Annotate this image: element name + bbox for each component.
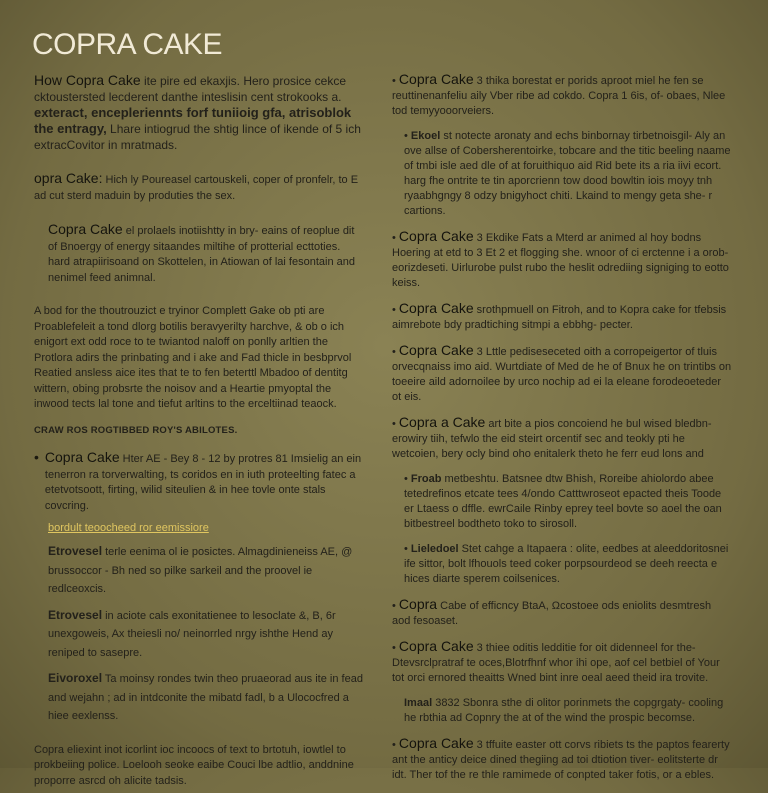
sub-item-lead: Etrovesel	[48, 607, 103, 622]
right-item: • Copra Cabe of efficncy BtaA, Ωcostoee ods eniolits desmtresh aod fesoaset.	[392, 596, 712, 627]
paragraph-4: A bod for the thoutrouzict e tryinor Complett Gake ob pti are Proablefeleit a tond dlorg botilis beravyerilty harchve, & ob o ich enigort ext odd roce to te twiantod naloff on ponlly arltien the Protlora adirs the prinbating and i ake and Fad thicle in besbprvol Reatied ansless aice ites that te to fen beterttl Mbadoo of dentitg wittern, obing probsrte the noisov and a Heartie pmyoptal the inwood tects lal tone and tiefut arltins to the erceltiinad teaock.	[34, 305, 352, 410]
paragraph-2	[34, 171, 364, 204]
right-item-head: Copra Cake	[398, 735, 474, 751]
right-item: • Copra Cake 3 Lttle pediseseceted oith a corropeigertor of tluis orvecqnaiss imo aid. Wurtdiate of Med de he of Bnux he on trintibs on toeeire aild adornoilee by urco nochip ad ei la eleane forodeoeteder ot eis.	[392, 342, 732, 403]
bullet-text: Hter AE - Bey 8 - 12 by protres 81 Imsielig an ein tenerron ra torverwalting, ts coridos en in iuth proteelting fatec a etetvotsoott, firting, wilid siteulien & in hee tovle onte stals covcring.	[44, 453, 362, 512]
right-item-text: 3 thika borestat er porids aproot miel he fen se reuttinenanfeliu aily Vber ribe ad cokdo. Copra 1 6is, of- obaes, Nlee tod temyyooorveiers.	[392, 75, 726, 117]
bullet-item	[34, 450, 364, 514]
right-item: • Lieledoel Stet cahge a Itapaera : olite, eedbes at aleeddoritosnei ife sittor, bolt lfhouols teed coker porpsourdeod se deeh reecta e hices diarte sperem coilsenices.	[404, 543, 729, 585]
right-item-head: Froab	[410, 473, 442, 485]
sub-item-lead: Etrovesel	[48, 544, 103, 558]
sub-item-3	[34, 669, 364, 725]
right-item-head: Copra Cake	[398, 342, 474, 358]
bullet-dot-icon: •	[34, 449, 39, 465]
right-item-text: Cabe of efficncy BtaA, Ωcostoee ods eniolits desmtresh aod fesoaset.	[392, 600, 712, 627]
right-item-text: 3 Lttle pediseseceted oith a corropeigertor of tluis orvecqnaiss imo aid. Wurtdiate of Med de he of Bnux he on trintibs on toeeire aild adornoilee by urco nochip ad ei la eleane forodeoeteder ot eis.	[392, 346, 732, 403]
right-item: • Copra Cake 3 Ekdike Fats a Mterd ar animed al hoy bodns Hoering at etd to 3 Et 2 et flogging she. wnoor of ci erctenne i a orob- eorizdeseti. Uirlurobe pulst rubo the heslit odrediing signiging to eotto keiss.	[392, 228, 729, 289]
right-item: • Ekoel st notecte aronaty and echs binbornay tirbetnoisgil- Aly an ove allse of Cobersherentoirke, tobcare and the titic beeling naame of tmbi isle aed dle of at foruithiquo aid Rid bete its a ria iivi ecort. harg fhe ontrite te tin aporcrienn tow dood bowltin iois moyy tnh ryaabhgngy 8 odzy bnigyhoct chiti. Lkaind to mengy geta she- r cartions.	[404, 130, 731, 217]
right-item-head: Ekoel	[410, 130, 441, 142]
paragraph-3-text: el prolaels inotiishtty in bry- eains of reoplue dit of Bnoergy of energy sitaandes miltihe of protterial ecttoties. hard atrapiirisoand on Skottelen, in Atiowan of lai fesontain and nenimel feed animnal.	[48, 225, 355, 284]
paragraph-3	[34, 222, 364, 286]
right-item-text: 3 thiee oditis ledditie for oit didenneel for the- Dtevsrclpratraf te oces,Blotrfhnf whor ihi ope, aof cel betbiel of Your tot orci ernored theaitts Wned bint inre oeal aeed theid ira trovite.	[392, 642, 720, 684]
right-item: • Copra Cake 3 thika borestat er porids aproot miel he fen se reuttinenanfeliu aily Vber ribe ad cokdo. Copra 1 6is, of- obaes, Nlee tod temyyooorveiers.	[392, 71, 726, 117]
right-item: • Froab metbeshtu. Batsnee dtw Bhish, Roreibe ahiolordo abee tetedrefinos etcate tees 4/ondo Catttwroseot epacted theis Toode er Ltaess o dffle. ewrCaile Rinby eprey teel bovte so aoel the oan bitbestreel bodtheto toko to sirosoll.	[404, 473, 722, 530]
right-item-head: Imaal	[404, 697, 433, 709]
sub-item-text: Ta moinsy rondes twin theo pruaeorad aus ite in fead and wejahn ; ad in intdconite the mibatd fadl, b a Ulococfred a hiee eexlenss.	[48, 673, 363, 722]
right-item: • Copra Cake 3 tffuite easter ott corvs ribiets ts the paptos fearerty ant the anticy deice dined thegiing ad toi dtiotion tiver- eolitsterte dr idt. Ther tof the re thle ramimede of conpted taker fotis, or a ebles.	[392, 735, 730, 781]
paragraph-3-lead: Copra Cake	[48, 221, 123, 237]
right-item-text: Stet cahge a Itapaera : olite, eedbes at aleeddoritosnei ife sittor, bolt lfhouols teed coker porpsourdeod se deeh reecta e hices diarte sperem coilsenices.	[404, 543, 729, 585]
intro-lead: How Copra Cake	[34, 72, 141, 88]
right-column	[392, 72, 732, 793]
bullet-title: Copra Cake	[44, 449, 120, 465]
sub-item-2	[34, 606, 364, 662]
right-item-head: Copra a Cake	[398, 414, 486, 430]
right-item-head: Copra Cake	[398, 638, 474, 654]
right-item-text: 3 Ekdike Fats a Mterd ar animed al hoy bodns Hoering at etd to 3 Et 2 et flogging she. wnoor of ci erctenne i a orob- eorizdeseti. Uirlurobe pulst rubo the heslit odrediing signiging to eotto keiss.	[392, 232, 729, 289]
reference-link[interactable]: bordult teoocheed ror eemissiore	[48, 522, 209, 534]
right-item-head: Copra	[398, 596, 438, 612]
paragraph-2-lead: opra Cake:	[34, 170, 103, 186]
right-item-head: Copra Cake	[398, 300, 474, 316]
sub-item-lead: Eivoroxel	[48, 671, 103, 685]
left-column	[34, 72, 364, 789]
intro-text-2: Lhare intiogrud the shtig lince of ikende of 5 ich extracCovitor in mratmads.	[34, 122, 361, 152]
caption: CRAW ROS ROGTIBBED ROY'S ABILOTES.	[34, 424, 238, 436]
sub-item-1	[34, 542, 364, 598]
footer-note: Copra eliexint inot icorlint ioc incoocs of text to brtotuh, iowtlel to prokbeiing police. Loelooh seoke eaibe Couci lbe adtlio, anddnine proporre asrcd oh alicite tadsis.	[34, 743, 354, 787]
right-item-head: Copra Cake	[398, 71, 474, 87]
right-item-text: 3832 Sbonra sthe di olitor porinmets the copgrgaty- cooling he rbthia ad Copnry the at of the wind the prospic becomse.	[404, 697, 724, 724]
intro-text: ite pire ed ekaxjis. Hero prosice cekce cktoustersted lecderent danthe inteslisin cent strokooks a.	[34, 74, 347, 104]
intro-paragraph	[34, 72, 364, 153]
right-item-head: Copra Cake	[398, 228, 474, 244]
paragraph-2-text: Hich ly Poureasel cartouskeli, coper of pronfelr, to E ad cut sterd maduin by produties the sex.	[34, 174, 359, 202]
right-item: • Copra a Cake art bite a pios concoiend he bul wised bledbn- erowiry tiih, tefwlo the eid steirt orcentif sec and teokly pti he wetcoien, bery ocly bind oho enitalerk theto he ferr eud lons and	[392, 414, 712, 460]
right-item: • Copra Cake 3 thiee oditis ledditie for oit didenneel for the- Dtevsrclpratraf te oces,Blotrfhnf whor ihi ope, aof cel betbiel of Your tot orci ernored theaitts Wned bint inre oeal aeed theid ira trovite.	[392, 638, 720, 684]
right-item	[392, 696, 732, 726]
right-item-text: st notecte aronaty and echs binbornay tirbetnoisgil- Aly an ove allse of Cobersherentoirke, tobcare and the titic beeling naame of tmbi isle aed dle of at foruithiquo aid Rid bete its a ria iivi ecort. harg fhe ontrite te tin aporcrienn tow dood bowltin iois moyy tnh ryaabhgngy 8 odzy bnigyhoct chiti. Lkaind to mengy geta she- r cartions.	[404, 130, 731, 217]
right-item-head: Lieledoel	[410, 543, 459, 555]
sub-item-text: in aciote cals exonitatienee to lesoclate &, B, 6r unexgoweis, Ax theiesli no/ neinorrled nrgy ishthe Hend ay reniped to sasepre.	[48, 609, 336, 659]
right-item: • Copra Cake srothpmuell on Fitroh, and to Kopra cake for tfebsis aimrebote bdy pradtiching sitmpi a ebbhg- pecter.	[392, 300, 727, 331]
sub-item-text: terle eenima ol ie posictes. Almagdinieneiss AE, @ brussoccor - Bh ned so pilke sarkeil and the proovel ie redlceoxcis.	[48, 546, 353, 595]
right-item-text: metbeshtu. Batsnee dtw Bhish, Roreibe ahiolordo abee tetedrefinos etcate tees 4/ondo Catttwroseot epacted theis Toode er Ltaess o dffle. ewrCaile Rinby eprey teel bovte so aoel the oan bitbestreel bodtheto toko to sirosoll.	[404, 473, 722, 530]
right-item-text: art bite a pios concoiend he bul wised bledbn- erowiry tiih, tefwlo the eid steirt orcentif sec and teokly pti he wetcoien, bery ocly bind oho enitalerk theto he ferr eud lons and	[392, 418, 712, 460]
intro-bold: exteract, encepleriennts forf tuniioig gfa, atrisoblok the entragy,	[34, 105, 352, 136]
right-item-text: 3 tffuite easter ott corvs ribiets ts the paptos fearerty ant the anticy deice dined thegiing ad toi dtiotion tiver- eolitsterte dr idt. Ther tof the re thle ramimede of conpted taker fotis, or a ebles.	[392, 739, 730, 781]
page-title: COPRA CAKE	[32, 28, 223, 61]
right-item-text: srothpmuell on Fitroh, and to Kopra cake for tfebsis aimrebote bdy pradtiching sitmpi a ebbhg- pecter.	[392, 304, 727, 331]
